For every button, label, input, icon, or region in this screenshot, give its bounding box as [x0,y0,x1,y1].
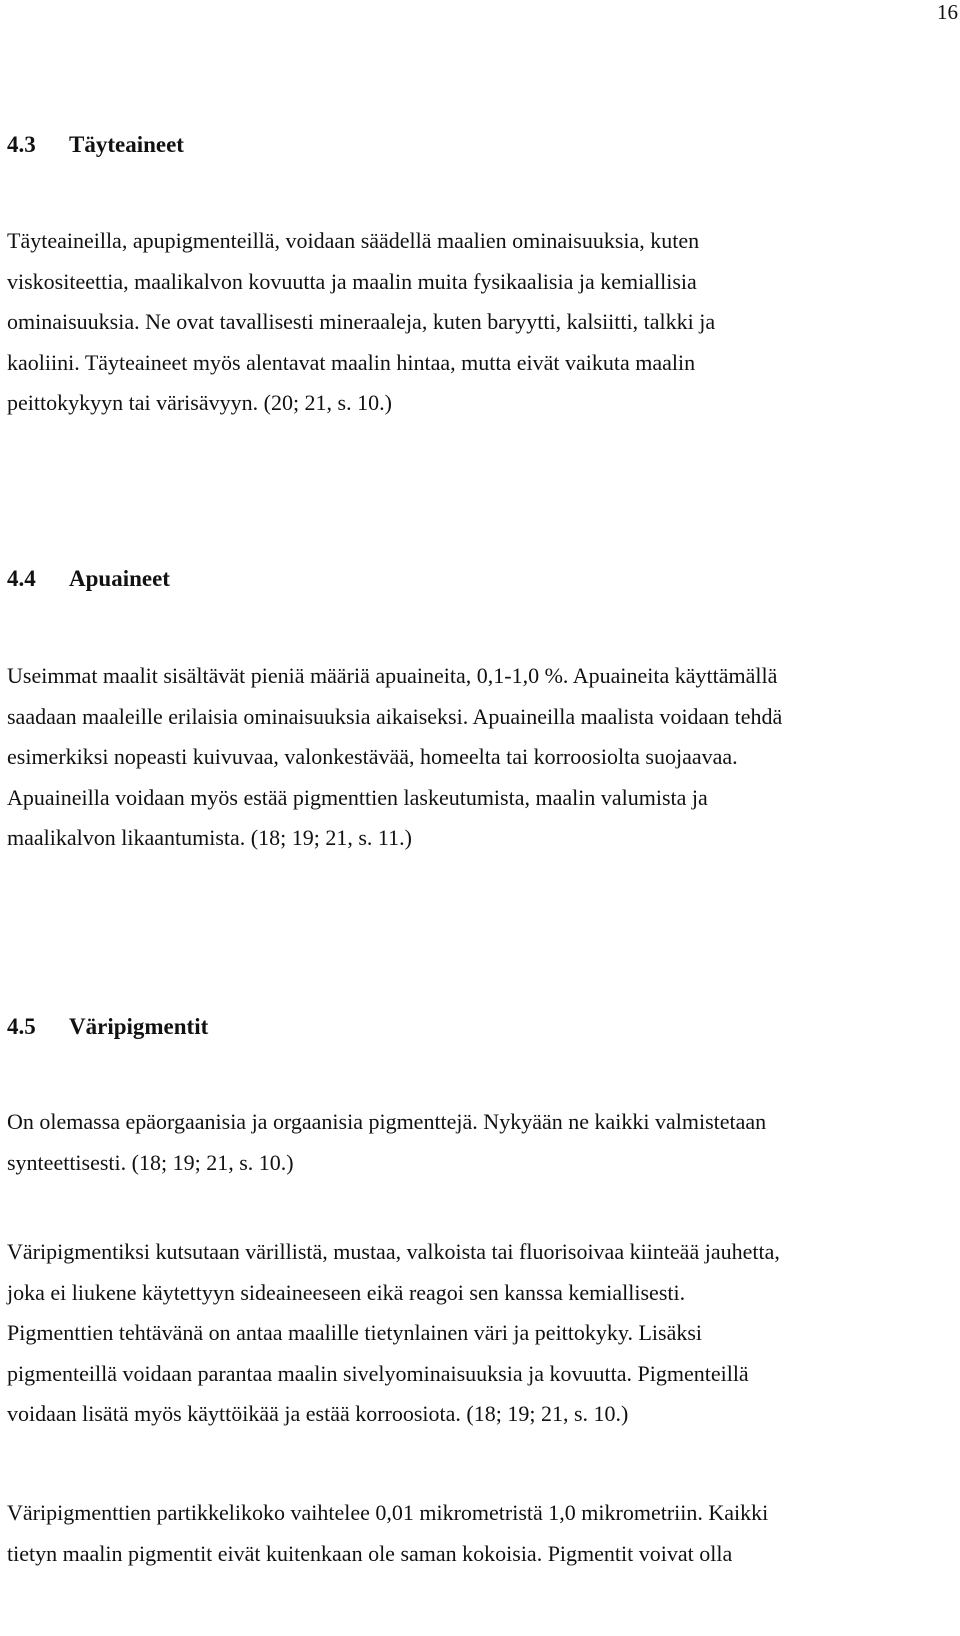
paragraph-line: Väripigmentiksi kutsutaan värillistä, mustaa, valkoista tai fluorisoivaa kiinteää jauhetta, [7,1239,780,1264]
section-title: Väripigmentit [69,1014,209,1039]
paragraph-line: kaoliini. Täyteaineet myös alentavat maalin hintaa, mutta eivät vaikuta maalin [7,349,696,375]
paragraph-pigments-particle-size [7,1493,957,1574]
section-heading-4-3 [7,131,184,159]
paragraph-line: joka ei liukene käytettyyn sideaineeseen eikä reagoi sen kanssa kemiallisesti. [7,1279,686,1305]
section-title: Apuaineet [69,566,170,591]
paragraph-line: synteettisesti. (18; 19; 21, s. 10.) [7,1149,294,1175]
paragraph-pigments-intro [7,1102,957,1183]
paragraph-line: Useimmat maalit sisältävät pieniä määriä apuaineita, 0,1-1,0 %. Apuaineita käyttämällä [7,663,778,688]
paragraph-line: On olemassa epäorgaanisia ja orgaanisia pigmenttejä. Nykyään ne kaikki valmistetaan [7,1109,767,1134]
section-heading-4-5 [7,1013,208,1041]
paragraph-additives [7,656,957,859]
paragraph-line: esimerkiksi nopeasti kuivuvaa, valonkestävää, homeelta tai korroosiolta suojaavaa. [7,744,738,770]
paragraph-line: Pigmenttien tehtävänä on antaa maalille tietynlainen väri ja peittokyky. Lisäksi [7,1320,703,1346]
paragraph-line: Apuaineilla voidaan myös estää pigmenttien laskeutumista, maalin valumista ja [7,784,708,810]
section-number: 4.5 [7,1014,36,1039]
paragraph-line: Väripigmenttien partikkelikoko vaihtelee 0,01 mikrometristä 1,0 mikrometriin. Kaikki [7,1500,769,1525]
paragraph-line: voidaan lisätä myös käyttöikää ja estää korroosiota. (18; 19; 21, s. 10.) [7,1401,629,1427]
paragraph-line: ominaisuuksia. Ne ovat tavallisesti mineraaleja, kuten baryytti, kalsiitti, talkki ja [7,309,716,335]
paragraph-line: peittokykyyn tai värisävyyn. (20; 21, s. 10.) [7,390,392,416]
section-heading-4-4 [7,565,170,593]
paragraph-line: tietyn maalin pigmentit eivät kuitenkaan ole saman kokoisia. Pigmentit voivat olla [7,1540,733,1566]
section-title: Täyteaineet [69,132,184,157]
page-number: 16 [937,0,958,24]
paragraph-line: maalikalvon likaantumista. (18; 19; 21, s. 11.) [7,825,412,851]
section-number: 4.3 [7,132,36,157]
section-number: 4.4 [7,566,36,591]
paragraph-fillers [7,221,957,424]
paragraph-line: saadaan maaleille erilaisia ominaisuuksia aikaiseksi. Apuaineilla maalista voidaan tehdä [7,703,783,729]
paragraph-pigments-definition [7,1232,957,1435]
paragraph-line: viskositeettia, maalikalvon kovuutta ja maalin muita fysikaalisia ja kemiallisia [7,268,697,294]
paragraph-line: Täyteaineilla, apupigmenteillä, voidaan säädellä maalien ominaisuuksia, kuten [7,228,700,253]
paragraph-line: pigmenteillä voidaan parantaa maalin sivelyominaisuuksia ja kovuutta. Pigmenteillä [7,1360,749,1386]
